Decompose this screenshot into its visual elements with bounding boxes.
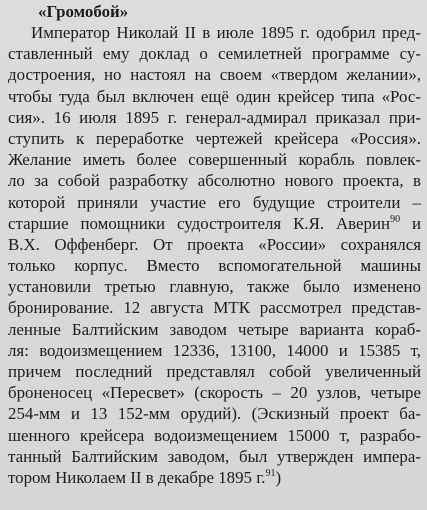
text-fragment: и xyxy=(400,213,421,233)
text-line: В.Х. Оффенберг. От проекта «России» сохранялся xyxy=(8,234,421,254)
body-paragraph xyxy=(8,22,421,488)
text-line-with-footnote xyxy=(8,467,421,488)
text-line: ступить к переработке чертежей крейсера «Россия». xyxy=(8,128,421,148)
footnote-marker: 91 xyxy=(265,467,276,479)
text-line: достроения, но настоял на своем «твердом желании», xyxy=(8,65,421,85)
text-line: ло за собой разработку абсолютно нового проекта, в xyxy=(8,171,421,191)
text-line: ленные Балтийским заводом четыре варианта кораб- xyxy=(8,319,421,339)
text-fragment: старшие помощники судостроителя К.Я. Аверин xyxy=(8,213,391,233)
footnote-marker: 90 xyxy=(390,213,401,225)
text-line: которой приняли участие его будущие строители – xyxy=(8,192,421,212)
text-fragment: тором Николаем II в декабре 1895 г. xyxy=(8,467,266,487)
text-line: шенного крейсера водоизмещением 15000 т, разрабо- xyxy=(8,425,421,445)
text-line: ля: водоизмещением 12336, 13100, 14000 и 15385 т, xyxy=(8,340,421,360)
text-line: сия». 16 июля 1895 г. генерал-адмирал приказал при- xyxy=(8,107,421,127)
text-line: только корпус. Вместо вспомогательной машины xyxy=(8,256,421,276)
text-line: чтобы туда был включен ещё один крейсер типа «Рос- xyxy=(8,86,421,106)
text-line: броненосец «Пересвет» (скорость – 20 узлов, четыре xyxy=(8,383,421,403)
text-line: причем последний представлял собой увеличенный xyxy=(8,362,421,381)
text-line: Желание иметь более совершенный корабль повлек- xyxy=(8,150,421,170)
text-line: 254-мм и 13 152-мм орудий). (Эскизный проект ба- xyxy=(8,404,421,424)
text-line-with-footnote xyxy=(8,213,421,234)
text-line: бронирование. 12 августа МТК рассмотрел представ- xyxy=(8,298,421,318)
text-line: установили третью главную, также было изменено xyxy=(8,277,421,297)
text-fragment: ) xyxy=(275,467,282,487)
text-line: танный Балтийским заводом, был утвержден импера- xyxy=(8,446,421,466)
section-heading: «Громобой» xyxy=(38,2,129,21)
text-line: ставленный ему доклад о семилетней программе су- xyxy=(8,44,421,64)
text-line: Император Николай II в июле 1895 г. одобрил пред- xyxy=(31,23,421,42)
